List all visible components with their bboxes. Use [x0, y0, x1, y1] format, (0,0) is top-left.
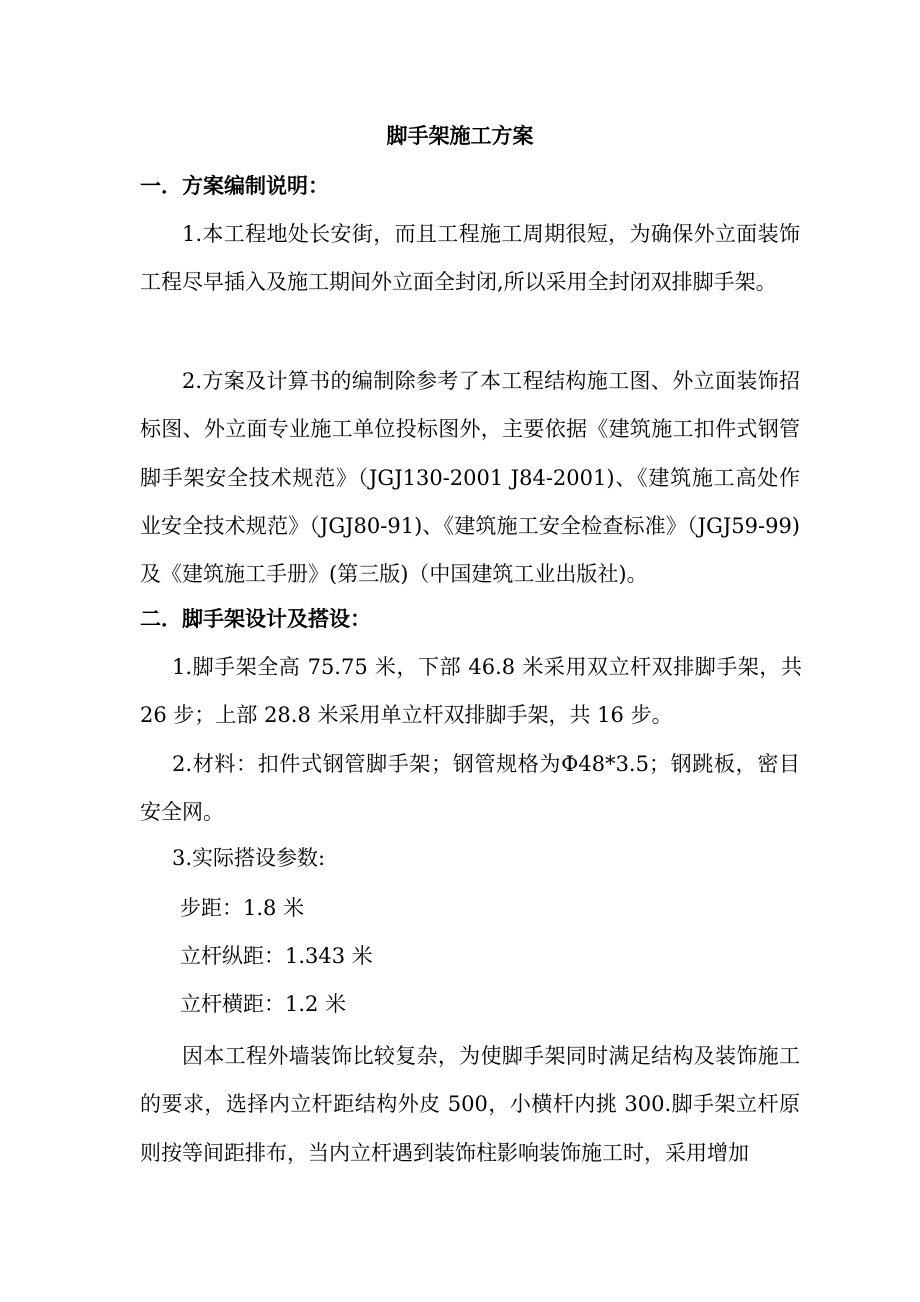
- param-step-distance: 步距：1.8 米: [180, 896, 305, 920]
- section-heading-2: 二．脚手架设计及搭设：: [140, 606, 371, 631]
- section2-paragraph-1: 1.脚手架全高 75.75 米，下部 46.8 米采用双立杆双排脚手架，共 26 步；上部 28.8 米采用单立杆双排脚手架，共 16 步。: [140, 655, 802, 728]
- param-longitudinal-spacing: 立杆纵距：1.343 米: [180, 944, 373, 968]
- param-transverse-spacing: 立杆横距：1.2 米: [180, 992, 347, 1016]
- section2-paragraph-2: 2.材料：扣件式钢管脚手架；钢管规格为Φ48*3.5；钢跳板，密目安全网。: [140, 752, 800, 825]
- section1-paragraph-2: 2.方案及计算书的编制除参考了本工程结构施工图、外立面装饰招标图、外立面专业施工单位投标图外，主要依据《建筑施工扣件式钢管脚手架安全技术规范》（JGJ130-2001 J84-2001)、《建筑施工高处作业安全技术规范》（JGJ80-91)、《建筑施工安全检查标准》（JGJ59-99)及《建筑施工手册》(第三版)（中国建筑工业出版社)。: [140, 369, 800, 587]
- section-heading-1: 一．方案编制说明：: [140, 173, 329, 198]
- section2-paragraph-3: 3.实际搭设参数:: [172, 846, 326, 870]
- section2-paragraph-4: 因本工程外墙装饰比较复杂，为使脚手架同时满足结构及装饰施工的要求，选择内立杆距结构外皮 500，小横杆内挑 300.脚手架立杆原则按等间距排布，当内立杆遇到装饰柱影响装饰施工时，采用增加: [140, 1044, 800, 1165]
- document-title: 脚手架施工方案: [386, 123, 534, 148]
- section1-paragraph-1: 1.本工程地处长安街，而且工程施工周期很短，为确保外立面装饰工程尽早插入及施工期间外立面全封闭,所以采用全封闭双排脚手架。: [140, 222, 800, 295]
